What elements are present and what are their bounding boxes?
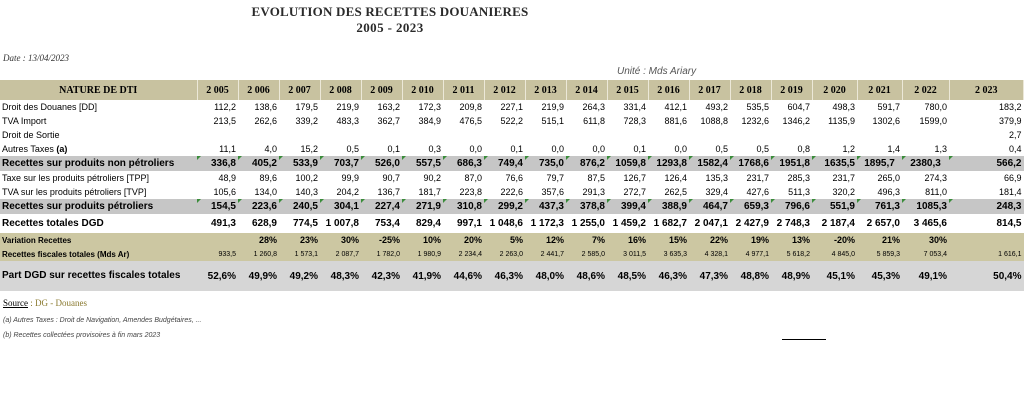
value-cell: 774,5 [292, 218, 318, 229]
value-cell: 2 427,9 [735, 218, 769, 229]
value-cell: 2 087,7 [320, 247, 361, 261]
value-cell: 511,3 [788, 187, 810, 197]
value-cell: 1346,2 [782, 116, 810, 126]
value-cell: 320,2 [832, 187, 855, 197]
value-cell: 829,4 [415, 218, 441, 229]
row-label [0, 171, 197, 185]
value-cell: 1 007,8 [325, 218, 359, 229]
value-cell: 557,5 [402, 156, 443, 171]
value-cell: 183,2 [998, 102, 1022, 112]
value-cell [857, 128, 902, 142]
value-cell: 1,2 [842, 144, 855, 154]
year-header: 2 022 [902, 80, 949, 100]
value-cell: 2 748,3 [776, 218, 810, 229]
value-cell: 331,4 [623, 102, 646, 112]
value-cell: 703,7 [320, 156, 361, 171]
value-cell: 4,0 [264, 144, 277, 154]
year-header: 2 013 [525, 80, 566, 100]
row-label-text: Recettes sur produits pétroliers [2, 201, 154, 212]
value-cell: 728,3 [623, 116, 646, 126]
value-cell: 30% [902, 233, 949, 247]
year-header: 2 014 [566, 80, 607, 100]
value-cell [320, 128, 361, 142]
value-cell: 45,3% [857, 261, 902, 291]
value-cell: 20% [443, 233, 484, 247]
footnote-b: (b) Recettes collectées provisoires à fin mars 2023 [3, 332, 161, 339]
value-cell: 686,3 [443, 156, 484, 171]
value-cell: 1232,6 [741, 116, 769, 126]
value-cell: 274,3 [924, 173, 947, 183]
row-label-text: Droit des Douanes [DD] [2, 102, 98, 112]
value-cell: 1895,7 [857, 156, 902, 171]
row-label [0, 261, 197, 291]
row-label-text: Droit de Sortie [2, 130, 60, 140]
value-cell: 4 328,1 [689, 247, 730, 261]
value-cell [730, 128, 771, 142]
value-cell: 48,0% [525, 261, 566, 291]
value-cell: 749,4 [484, 156, 525, 171]
value-cell: 49,2% [279, 261, 320, 291]
value-cell: 89,6 [259, 173, 277, 183]
value-cell: 1293,8 [648, 156, 689, 171]
header-row [0, 80, 1024, 100]
year-header: 2 021 [857, 80, 902, 100]
year-header: 2 009 [361, 80, 402, 100]
value-cell: 271,9 [402, 199, 443, 214]
value-cell: 46,3% [484, 261, 525, 291]
year-header: 2 020 [812, 80, 857, 100]
value-cell: 49,1% [902, 261, 949, 291]
year-header: 2 005 [197, 80, 238, 100]
value-cell: 483,3 [336, 116, 359, 126]
value-cell: 515,1 [541, 116, 564, 126]
value-cell: 336,8 [197, 156, 238, 171]
value-cell: 0,5 [756, 144, 769, 154]
value-cell: 2 047,1 [694, 218, 728, 229]
value-cell: 30% [320, 233, 361, 247]
footnote-ref: (a) [56, 144, 68, 154]
value-cell: 48,5% [607, 261, 648, 291]
value-cell: 163,2 [377, 102, 400, 112]
value-cell: 1,4 [887, 144, 900, 154]
value-cell: 90,7 [382, 173, 400, 183]
value-cell: 46,3% [648, 261, 689, 291]
year-header: 2 015 [607, 80, 648, 100]
value-cell: 1951,8 [771, 156, 812, 171]
value-cell: 100,2 [295, 173, 318, 183]
value-cell: 2 234,4 [443, 247, 484, 261]
value-cell: 22% [689, 233, 730, 247]
value-cell: 2 657,0 [866, 218, 900, 229]
value-cell: 44,6% [443, 261, 484, 291]
value-cell: 2 187,4 [821, 218, 855, 229]
value-cell: 1 260,8 [238, 247, 279, 261]
value-cell: 213,5 [213, 116, 236, 126]
value-cell: 7 053,4 [902, 247, 949, 261]
value-cell: 23% [279, 233, 320, 247]
row-label [0, 128, 197, 142]
value-cell: 384,9 [418, 116, 441, 126]
row-label [0, 214, 197, 233]
value-cell: 136,7 [377, 187, 400, 197]
value-cell: 47,3% [689, 261, 730, 291]
value-cell: 310,8 [443, 199, 484, 214]
value-cell: 811,0 [925, 187, 947, 197]
value-cell: 48,3% [320, 261, 361, 291]
value-cell: 0,1 [387, 144, 400, 154]
value-cell [197, 233, 238, 247]
value-cell: 412,1 [664, 102, 687, 112]
value-cell: 5% [484, 233, 525, 247]
value-cell: 179,5 [295, 102, 318, 112]
value-cell: 21% [857, 233, 902, 247]
value-cell: 1 048,6 [489, 218, 523, 229]
value-cell: 16% [607, 233, 648, 247]
value-cell: 304,1 [320, 199, 361, 214]
value-cell: 1135,9 [828, 116, 855, 126]
value-cell: 780,0 [924, 102, 947, 112]
row-label [0, 233, 197, 247]
row-recettes-fiscales [0, 247, 1024, 261]
value-cell: 172,3 [418, 102, 441, 112]
report-title: EVOLUTION DES RECETTES DOUANIERES [251, 4, 529, 19]
value-cell: 19% [730, 233, 771, 247]
value-cell: 405,2 [238, 156, 279, 171]
value-cell: 181,4 [998, 187, 1022, 197]
value-cell: 140,3 [295, 187, 318, 197]
value-cell: 45,1% [812, 261, 857, 291]
value-cell: 112,2 [214, 102, 236, 112]
value-cell [607, 128, 648, 142]
value-cell: 52,6% [197, 261, 238, 291]
value-cell: 0,5 [715, 144, 728, 154]
year-header: 2 023 [949, 80, 1024, 100]
row-variation [0, 233, 1024, 247]
value-cell: 1 172,3 [530, 218, 564, 229]
value-cell: 49,9% [238, 261, 279, 291]
value-cell: 138,6 [254, 102, 277, 112]
value-cell: 1 255,0 [571, 218, 605, 229]
row-label [0, 114, 197, 128]
row-label-text: TVA Import [2, 116, 47, 126]
row-tvp [0, 185, 1024, 199]
value-cell: 48,9% [771, 261, 812, 291]
year-header: 2 010 [402, 80, 443, 100]
value-cell: 0,0 [592, 144, 605, 154]
value-cell: 285,3 [787, 173, 810, 183]
year-header: 2 012 [484, 80, 525, 100]
value-cell: 126,4 [664, 173, 687, 183]
value-cell: 0,5 [346, 144, 359, 154]
value-cell: 227,1 [500, 102, 523, 112]
value-cell: 76,6 [505, 173, 523, 183]
value-cell: 79,7 [546, 173, 564, 183]
value-cell: 399,4 [607, 199, 648, 214]
value-cell: 611,8 [583, 116, 605, 126]
value-cell: 0,8 [797, 144, 810, 154]
footnote-a: (a) Autres Taxes : Droit de Navigation, Amendes Budgétaires, ... [3, 317, 202, 324]
value-cell: 491,3 [210, 218, 236, 229]
row-label [0, 247, 197, 261]
row-label-text: TVA sur les produits pétroliers [TVP] [2, 187, 147, 197]
value-cell: 735,0 [525, 156, 566, 171]
value-cell: -25% [361, 233, 402, 247]
value-cell: 1582,4 [689, 156, 730, 171]
row-label [0, 185, 197, 199]
row-tpp [0, 171, 1024, 185]
row-label-text: Recettes totales DGD [2, 218, 104, 229]
row-label [0, 142, 197, 156]
value-cell: 753,4 [374, 218, 400, 229]
value-cell: 48,9 [218, 173, 236, 183]
value-cell [443, 128, 484, 142]
value-cell: 48,8% [730, 261, 771, 291]
value-cell: 1,3 [934, 144, 947, 154]
value-cell: 1 980,9 [402, 247, 443, 261]
value-cell: 219,9 [541, 102, 564, 112]
row-label-text: Recettes fiscales totales (Mds Ar) [2, 249, 130, 259]
value-cell: 493,2 [705, 102, 728, 112]
value-cell: 15% [648, 233, 689, 247]
value-cell: 1 782,0 [361, 247, 402, 261]
row-label-text: Variation Recettes [2, 235, 72, 245]
row-droit-douanes [0, 100, 1024, 114]
value-cell: 362,7 [377, 116, 400, 126]
value-cell: 604,7 [787, 102, 810, 112]
value-cell: 231,7 [746, 173, 769, 183]
row-autres-taxes [0, 142, 1024, 156]
value-cell: 1085,3 [902, 199, 949, 214]
value-cell: 378,8 [566, 199, 607, 214]
value-cell: 3 011,5 [607, 247, 648, 261]
value-cell [525, 128, 566, 142]
report-date: Date : 13/04/2023 [3, 53, 69, 63]
value-cell: 339,2 [295, 116, 318, 126]
value-cell [949, 233, 1024, 247]
value-cell: 997,1 [456, 218, 482, 229]
value-cell [812, 128, 857, 142]
value-cell: 219,9 [336, 102, 359, 112]
report-period: 2005 - 2023 [356, 20, 424, 35]
value-cell: 427,6 [746, 187, 769, 197]
source-value: : DG - Douanes [28, 298, 87, 308]
value-cell: 1059,8 [607, 156, 648, 171]
value-cell: 181,7 [418, 187, 441, 197]
row-label [0, 100, 197, 114]
year-header: 2 019 [771, 80, 812, 100]
value-cell [689, 128, 730, 142]
value-cell: 87,5 [587, 173, 605, 183]
year-header: 2 017 [689, 80, 730, 100]
value-cell: 566,2 [949, 156, 1024, 171]
value-cell: 522,2 [500, 116, 523, 126]
value-cell: 299,2 [484, 199, 525, 214]
value-cell: 551,9 [812, 199, 857, 214]
row-tva-import [0, 114, 1024, 128]
row-droit-sortie [0, 128, 1024, 142]
value-cell: 1 573,1 [279, 247, 320, 261]
value-cell: 526,0 [361, 156, 402, 171]
value-cell: 265,0 [877, 173, 900, 183]
value-cell: 154,5 [197, 199, 238, 214]
row-label-text: Recettes sur produits non pétroliers [2, 158, 175, 169]
value-cell: 126,7 [623, 173, 646, 183]
value-cell: 498,3 [832, 102, 855, 112]
value-cell: 464,7 [689, 199, 730, 214]
value-cell: 48,6% [566, 261, 607, 291]
value-cell [279, 128, 320, 142]
value-cell: 11,1 [219, 144, 236, 154]
value-cell: 209,8 [459, 102, 482, 112]
year-header: 2 018 [730, 80, 771, 100]
value-cell: 0,1 [633, 144, 646, 154]
divider-line [782, 339, 826, 340]
value-cell: 591,7 [877, 102, 900, 112]
value-cell: 379,9 [998, 116, 1022, 126]
value-cell: 134,0 [254, 187, 277, 197]
year-header: 2 011 [443, 80, 484, 100]
value-cell: 90,2 [423, 173, 441, 183]
unit-label: Unité : Mds Ariary [617, 66, 697, 77]
value-cell: 262,6 [254, 116, 277, 126]
value-cell: 3 635,3 [648, 247, 689, 261]
value-cell: 4 977,1 [730, 247, 771, 261]
value-cell [197, 128, 238, 142]
value-cell: 2,7 [1008, 130, 1022, 140]
value-cell: 13% [771, 233, 812, 247]
value-cell: 10% [402, 233, 443, 247]
value-cell: 1768,6 [730, 156, 771, 171]
row-part-dgd [0, 261, 1024, 291]
value-cell: 881,6 [664, 116, 687, 126]
value-cell [361, 128, 402, 142]
value-cell: 5 618,2 [771, 247, 812, 261]
value-cell: 476,5 [459, 116, 482, 126]
value-cell: 535,5 [746, 102, 769, 112]
value-cell: 42,3% [361, 261, 402, 291]
row-label-text: Taxe sur les produits pétroliers [TPP] [2, 173, 150, 183]
value-cell: 2 585,0 [566, 247, 607, 261]
source-label: Source [3, 298, 28, 308]
value-cell: 1088,8 [700, 116, 728, 126]
value-cell: 291,3 [582, 187, 605, 197]
value-cell: 227,4 [361, 199, 402, 214]
value-cell: 2 263,0 [484, 247, 525, 261]
value-cell: 248,3 [949, 199, 1024, 214]
value-cell: 223,8 [459, 187, 482, 197]
value-cell [484, 128, 525, 142]
value-cell: 357,6 [541, 187, 564, 197]
row-label [0, 199, 197, 214]
value-cell: 12% [525, 233, 566, 247]
value-cell: 204,2 [336, 187, 359, 197]
value-cell: 1 459,2 [612, 218, 646, 229]
value-cell: 814,5 [996, 218, 1022, 229]
value-cell: 4 845,0 [812, 247, 857, 261]
revenue-table [0, 80, 1024, 291]
value-cell: 7% [566, 233, 607, 247]
value-cell: 1302,6 [872, 116, 900, 126]
value-cell [238, 128, 279, 142]
value-cell: 437,3 [525, 199, 566, 214]
value-cell [648, 128, 689, 142]
value-cell: 223,6 [238, 199, 279, 214]
row-non-petroliers [0, 156, 1024, 171]
value-cell: 1 616,1 [949, 247, 1024, 261]
value-cell: 496,3 [877, 187, 900, 197]
value-cell: 272,7 [623, 187, 646, 197]
value-cell: 99,9 [341, 173, 359, 183]
value-cell: 0,0 [469, 144, 482, 154]
value-cell: 135,3 [705, 173, 728, 183]
value-cell: 41,9% [402, 261, 443, 291]
row-label [0, 156, 197, 171]
value-cell: 87,0 [464, 173, 482, 183]
value-cell: 264,3 [582, 102, 605, 112]
value-cell [771, 128, 812, 142]
value-cell: 1635,5 [812, 156, 857, 171]
value-cell: 0,0 [674, 144, 687, 154]
value-cell: 231,7 [832, 173, 855, 183]
value-cell: 15,2 [300, 144, 318, 154]
row-petroliers [0, 199, 1024, 214]
value-cell: 0,4 [1008, 144, 1022, 154]
value-cell: 628,9 [251, 218, 277, 229]
value-cell: 388,9 [648, 199, 689, 214]
row-label-text: Autres Taxes [2, 144, 57, 154]
value-cell [902, 128, 949, 142]
year-header: 2 006 [238, 80, 279, 100]
value-cell: 66,9 [1003, 173, 1022, 183]
value-cell: 0,0 [551, 144, 564, 154]
value-cell: 659,3 [730, 199, 771, 214]
value-cell: 262,5 [664, 187, 687, 197]
value-cell: 933,5 [197, 247, 238, 261]
value-cell [566, 128, 607, 142]
value-cell: 50,4% [949, 261, 1024, 291]
value-cell: -20% [812, 233, 857, 247]
value-cell: 28% [238, 233, 279, 247]
value-cell: 761,3 [857, 199, 902, 214]
value-cell: 533,9 [279, 156, 320, 171]
value-cell: 1599,0 [919, 116, 947, 126]
value-cell: 796,6 [771, 199, 812, 214]
source-line [3, 298, 87, 308]
value-cell: 5 859,3 [857, 247, 902, 261]
row-label-text: Part DGD sur recettes fiscales totales [2, 270, 181, 281]
header-label: NATURE DE DTI [0, 80, 197, 100]
value-cell: 105,6 [213, 187, 236, 197]
value-cell: 1 682,7 [653, 218, 687, 229]
row-total-dgd [0, 214, 1024, 233]
value-cell: 240,5 [279, 199, 320, 214]
value-cell [402, 128, 443, 142]
value-cell: 0,1 [510, 144, 523, 154]
value-cell: 329,4 [705, 187, 728, 197]
value-cell: 222,6 [500, 187, 523, 197]
year-header: 2 008 [320, 80, 361, 100]
year-header: 2 007 [279, 80, 320, 100]
value-cell: 3 465,6 [913, 218, 947, 229]
value-cell: 0,3 [428, 144, 441, 154]
value-cell: 876,2 [566, 156, 607, 171]
year-header: 2 016 [648, 80, 689, 100]
value-cell: 2 441,7 [525, 247, 566, 261]
value-cell: 2380,3 [902, 156, 949, 171]
